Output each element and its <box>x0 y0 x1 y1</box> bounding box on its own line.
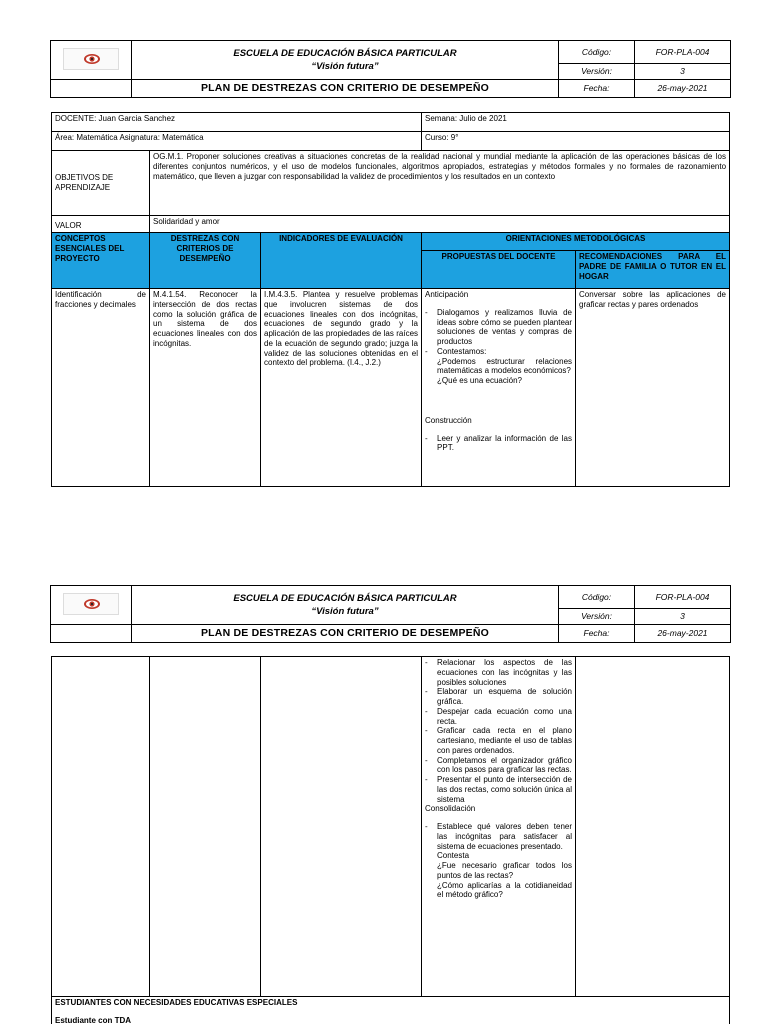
col-destrezas: DESTREZAS CON CRITERIOS DE DESEMPEÑO <box>150 233 261 289</box>
fecha-value: 26-may-2021 <box>635 625 731 643</box>
anticipacion-label: Anticipación <box>425 290 469 299</box>
propuestas-cell <box>422 289 576 487</box>
codigo-label: Código: <box>559 586 635 609</box>
anticipacion-item: - Dialogamos y realizamos lluvia de ideas sobre cómo se pueden plantear soluciones de ventas y compras de productos <box>425 308 572 347</box>
valor-label: VALOR <box>52 216 150 233</box>
construccion-item: - Elaborar un esquema de solución gráfica. <box>425 687 572 707</box>
semana-cell: Semana: Julio de 2021 <box>422 113 730 132</box>
construccion-item: - Leer y analizar la información de las PPT. <box>425 434 572 454</box>
logo-cell <box>51 41 132 80</box>
school-motto: “Visión futura” <box>311 60 379 72</box>
school-name: ESCUELA DE EDUCACIÓN BÁSICA PARTICULAR <box>233 47 457 59</box>
consolidacion-item: - Establece qué valores deben tener las incógnitas para satisfacer al sistema de ecuaciones presentado. <box>425 822 572 851</box>
conceptos-cell-cont <box>52 657 150 997</box>
pregunta: ¿Fue necesario graficar todos los puntos de las rectas? <box>437 861 572 880</box>
destrezas-cell: M.4.1.54. Reconocer la intersección de dos rectas como la solución gráfica de un sistema de dos ecuaciones lineales con dos incógnitas. <box>150 289 261 487</box>
codigo-label: Código: <box>559 41 635 64</box>
recomendacion-cell: Conversar sobre las aplicaciones de graficar rectas y pares ordenados <box>576 289 730 487</box>
plan-title: PLAN DE DESTREZAS CON CRITERIO DE DESEMPEÑO <box>132 625 559 643</box>
construccion-item: - Presentar el punto de intersección de las dos rectas, como solución única al sistema <box>425 775 572 804</box>
version-label: Versión: <box>559 64 635 80</box>
version-label: Versión: <box>559 609 635 625</box>
pregunta: ¿Qué es una ecuación? <box>437 376 522 385</box>
codigo-value: FOR-PLA-004 <box>635 41 731 64</box>
indicadores-cell: I.M.4.3.5. Plantea y resuelve problemas que involucren sistemas de dos ecuaciones lineales con dos incógnitas, ecuaciones de segundo grado y la aplicación de las propiedades de las raíces de la ecuación de segundo grado; juzga la validez de las soluciones obtenidas en el contexto del problema. (I.4., J.2.) <box>261 289 422 487</box>
eye-logo-icon <box>63 593 119 615</box>
recomendacion-cell-cont <box>576 657 730 997</box>
fecha-label: Fecha: <box>559 625 635 643</box>
pregunta: ¿Cómo aplicarías a la cotidianeidad el método gráfico? <box>437 880 572 900</box>
valor-text: Solidaridad y amor <box>150 216 730 233</box>
anticipacion-item: - Contestamos: <box>425 347 572 357</box>
curso-cell: Curso: 9° <box>422 132 730 151</box>
logo-cell <box>51 586 132 625</box>
school-name-cell <box>132 41 559 80</box>
area-cell: Área: Matemática Asignatura: Matemática <box>52 132 422 151</box>
plan-table-1 <box>51 112 730 487</box>
nee-title: ESTUDIANTES CON NECESIDADES EDUCATIVAS ESPECIALES <box>55 998 298 1007</box>
plan-table-2 <box>51 656 730 1024</box>
logo-cell-bottom <box>51 625 132 643</box>
plan-title: PLAN DE DESTREZAS CON CRITERIO DE DESEMPEÑO <box>132 80 559 98</box>
construccion-item: - Graficar cada recta en el plano cartesiano, mediante el uso de tablas con pares ordenados. <box>425 726 572 755</box>
col-recomendaciones: RECOMENDACIONES PARA EL PADRE DE FAMILIA O TUTOR EN EL HOGAR <box>576 251 730 289</box>
col-orientaciones: ORIENTACIONES METODOLÓGICAS <box>422 233 730 251</box>
col-indicadores: INDICADORES DE EVALUACIÓN <box>261 233 422 289</box>
pregunta: ¿Podemos estructurar relaciones matemáticas a modelos económicos? <box>437 356 573 376</box>
eye-logo-icon <box>63 48 119 70</box>
school-name-cell <box>132 586 559 625</box>
construccion-label: Construcción <box>425 415 472 425</box>
objetivos-text: OG.M.1. Proponer soluciones creativas a situaciones concretas de la realidad nacional y mundial mediante la aplicación de las operaciones básicas de los diferentes conjuntos numéricos, y el uso de modelos funcionales, algoritmos apropiados, estrategias y métodos formales y no formales de razonamiento matemático, que lleven a juzgar con responsabilidad la validez de procedimientos y los resultados en un contexto <box>150 151 730 216</box>
nee-subtitle: Estudiante con TDA <box>55 1015 132 1024</box>
construccion-item: - Completamos el organizador gráfico con los pasos para graficar las rectas. <box>425 756 572 776</box>
codigo-value: FOR-PLA-004 <box>635 586 731 609</box>
fecha-label: Fecha: <box>559 80 635 98</box>
construccion-item: - Despejar cada ecuación como una recta. <box>425 707 572 727</box>
consolidacion-label: Consolidación <box>425 804 476 814</box>
version-value: 3 <box>635 64 731 80</box>
document-header-2 <box>50 585 731 643</box>
nee-cell <box>52 997 730 1024</box>
destrezas-cell-cont <box>150 657 261 997</box>
indicadores-cell-cont <box>261 657 422 997</box>
document-header-1 <box>50 40 731 98</box>
construccion-item: - Relacionar los aspectos de las ecuaciones con las incógnitas y las posibles soluciones <box>425 658 572 687</box>
fecha-value: 26-may-2021 <box>635 80 731 98</box>
docente-cell: DOCENTE: Juan Garcia Sanchez <box>52 113 422 132</box>
objetivos-label: OBJETIVOS DE APRENDIZAJE <box>52 151 150 216</box>
school-name: ESCUELA DE EDUCACIÓN BÁSICA PARTICULAR <box>233 592 457 604</box>
version-value: 3 <box>635 609 731 625</box>
school-motto: “Visión futura” <box>311 605 379 617</box>
col-conceptos: CONCEPTOS ESENCIALES DEL PROYECTO <box>52 233 150 289</box>
logo-cell-bottom <box>51 80 132 98</box>
col-propuestas: PROPUESTAS DEL DOCENTE <box>422 251 576 289</box>
conceptos-cell: Identificación de fracciones y decimales <box>52 289 150 487</box>
contesta-label: Contesta <box>437 851 470 861</box>
propuestas-cell-cont <box>422 657 576 997</box>
